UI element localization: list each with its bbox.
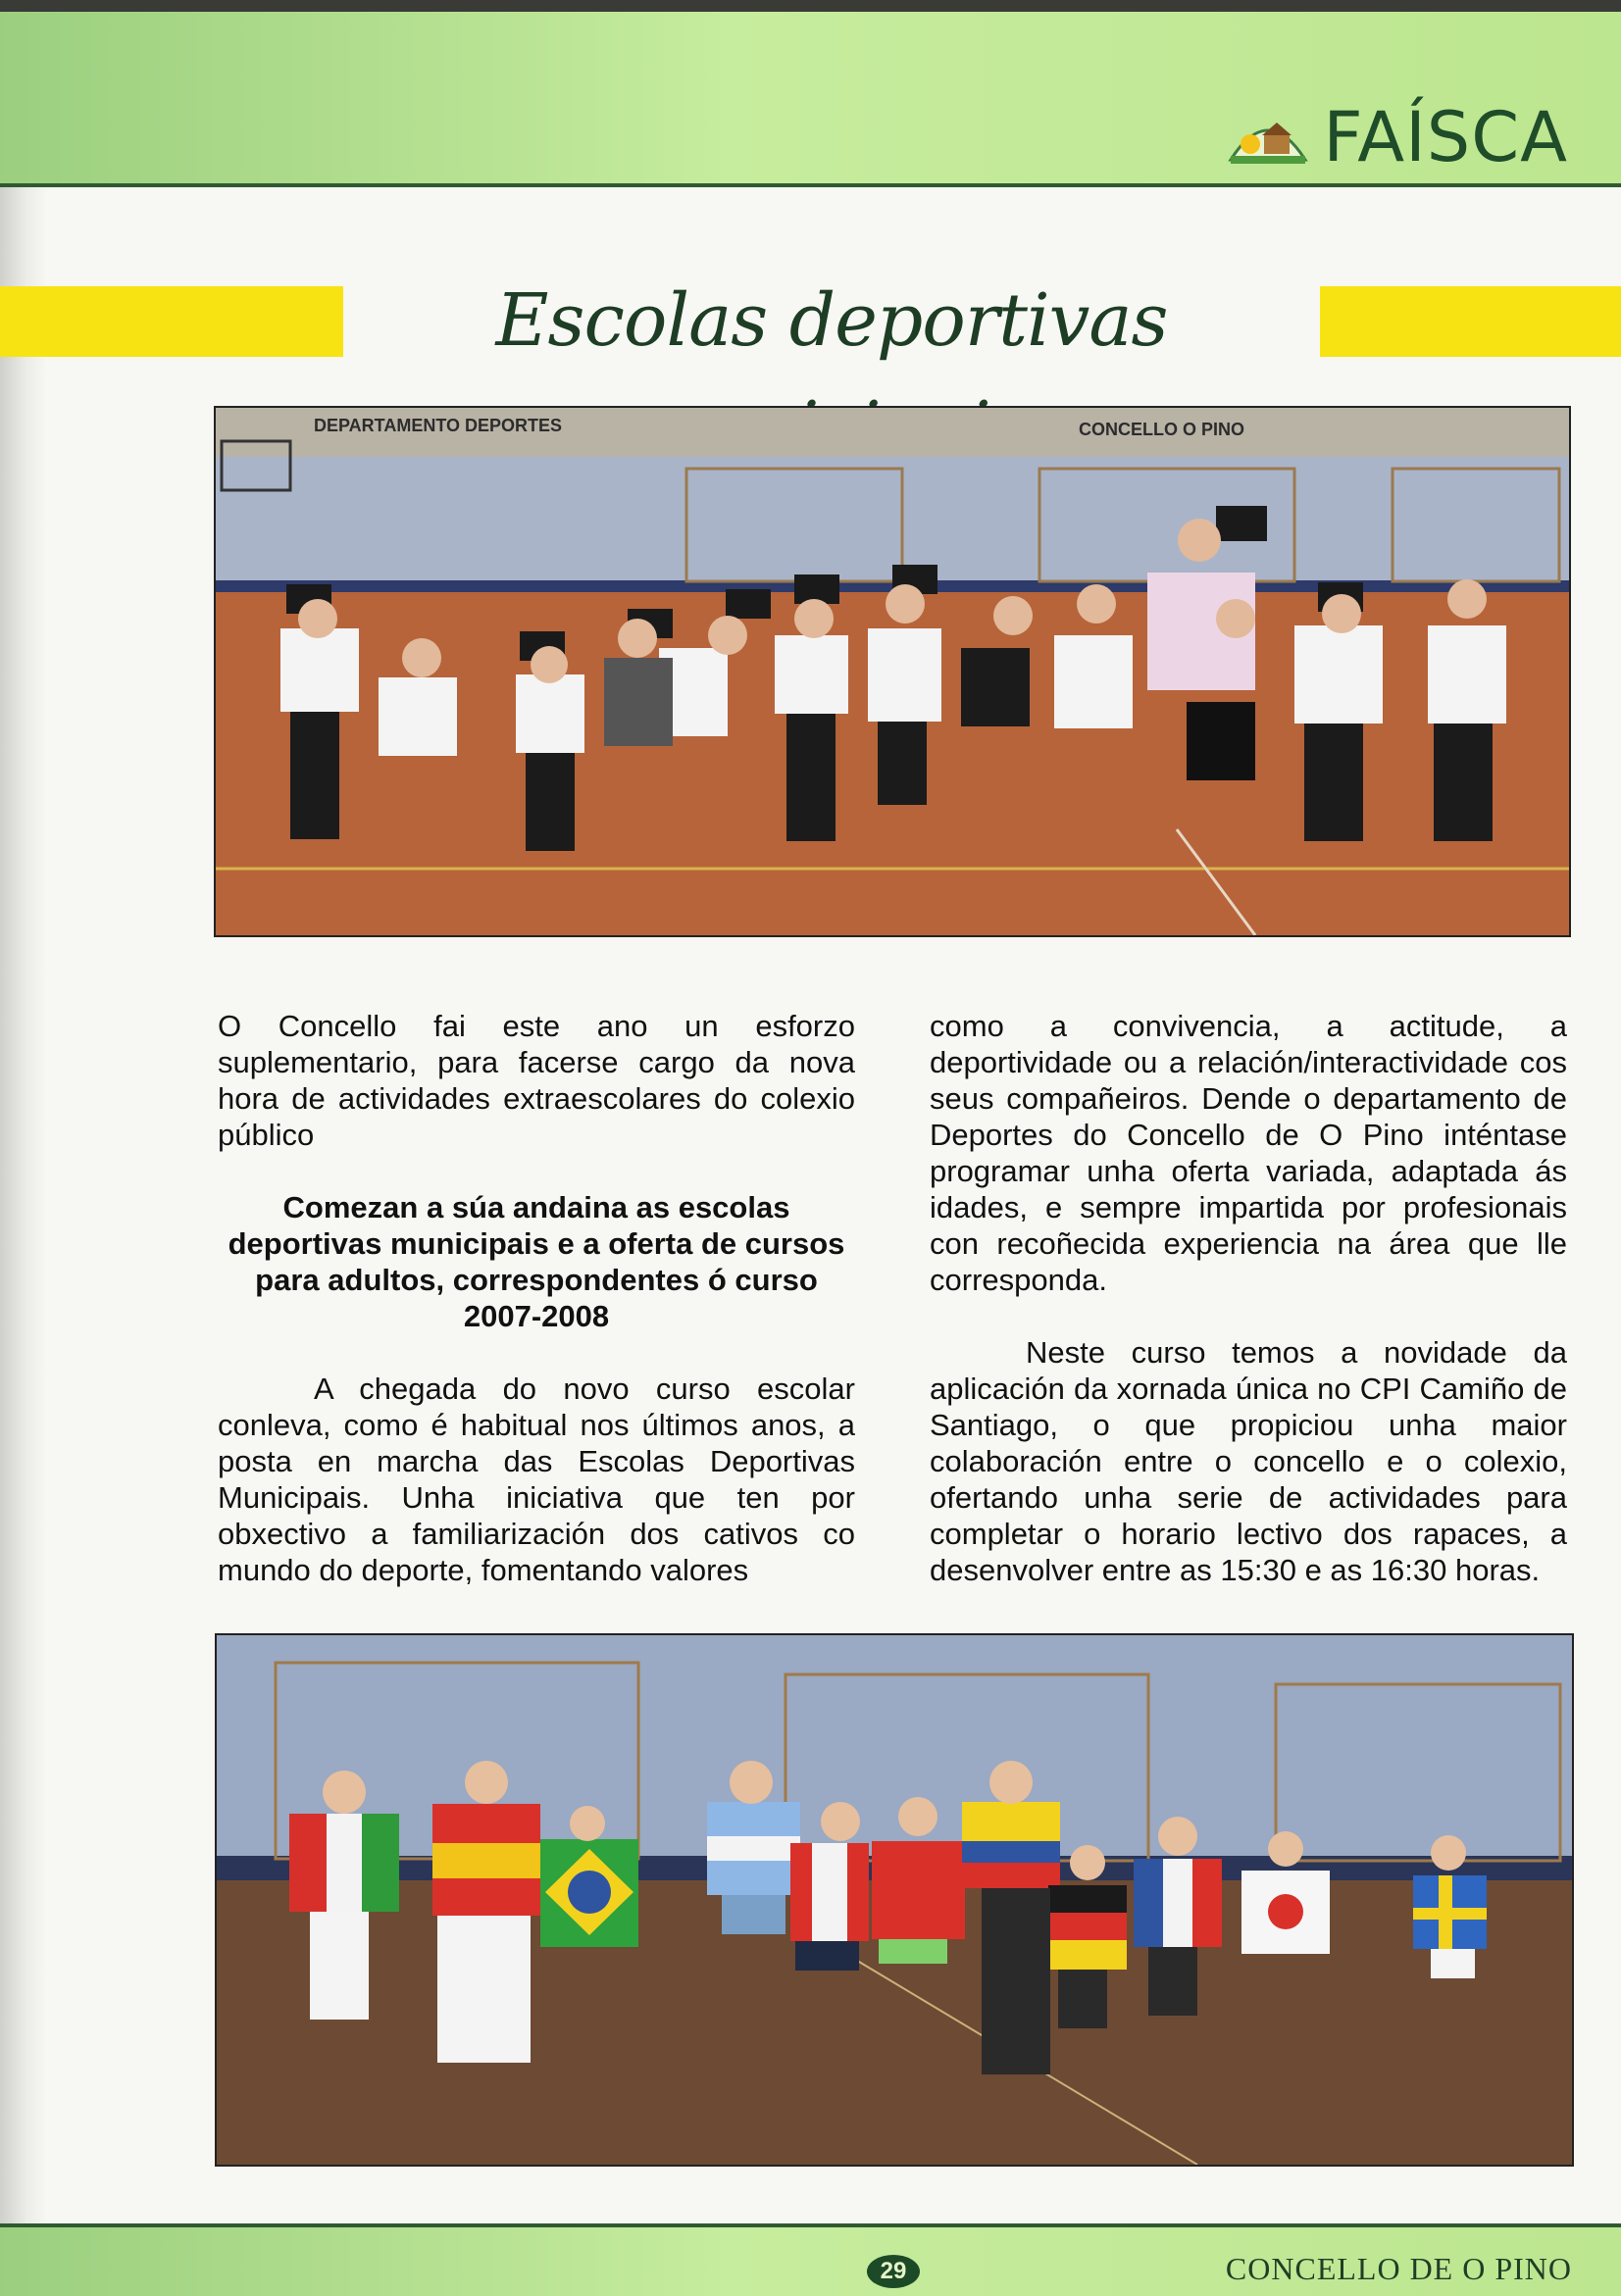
article-title: Escolas deportivas bbox=[495, 278, 1168, 363]
footer-publisher: CONCELLO DE O PINO bbox=[1225, 2251, 1572, 2286]
title-accent-left bbox=[0, 286, 343, 357]
sign-departamento: DEPARTAMENTO DEPORTES bbox=[314, 416, 563, 435]
photo-children-flag-costumes bbox=[215, 1633, 1574, 2167]
body-paragraph-3: Neste curso temos a novidade da aplicación da xornada única no CPI Camiño de Santiago, o que propiciou unha maior colaboración entre o concello e o colexio, ofertando unha serie de actividades para completar o horario lectivo dos rapaces, a desenvolver entre as 15:30 e as 16:30 horas. bbox=[930, 1335, 1567, 1587]
sign-concello: CONCELLO O PINO bbox=[1079, 420, 1245, 439]
magazine-logo bbox=[1227, 98, 1568, 176]
article-column-left bbox=[218, 1008, 855, 1588]
sun-village-icon bbox=[1227, 105, 1309, 170]
page-number: 29 bbox=[867, 2255, 920, 2288]
intro-paragraph: O Concello fai este ano un esforzo suplementario, para facerse cargo da nova hora de actividades extraescolares do colexio público bbox=[218, 1009, 855, 1152]
article-column-right bbox=[930, 1008, 1567, 1588]
body-paragraph-2: como a convivencia, a actitude, a deportividade ou a relación/interactividade cos seus compañeiros. Dende o departamento de Deportes do Concello de O Pino inténtase programar unha oferta variada, adaptada ás idades, e sempre impartida por profesionais con recoñecida experiencia na área que lle corresponda. bbox=[930, 1009, 1567, 1297]
title-accent-right bbox=[1320, 286, 1621, 357]
body-paragraph-1: A chegada do novo curso escolar conleva, como é habitual nos últimos anos, a posta en marcha das Escolas Deportivas Municipais. Unha iniciativa que ten por obxectivo a familiarización dos cativos co mundo do deporte, fomentando valores bbox=[218, 1372, 855, 1587]
article-subheading: Comezan a súa andaina as escolas deportivas municipais e a oferta de cursos para adultos, correspondentes ó curso 2007-2008 bbox=[228, 1190, 845, 1333]
top-edge bbox=[0, 0, 1621, 12]
photo-children-top-hats bbox=[214, 406, 1571, 937]
logo-wordmark: FAÍSCA bbox=[1323, 97, 1568, 177]
